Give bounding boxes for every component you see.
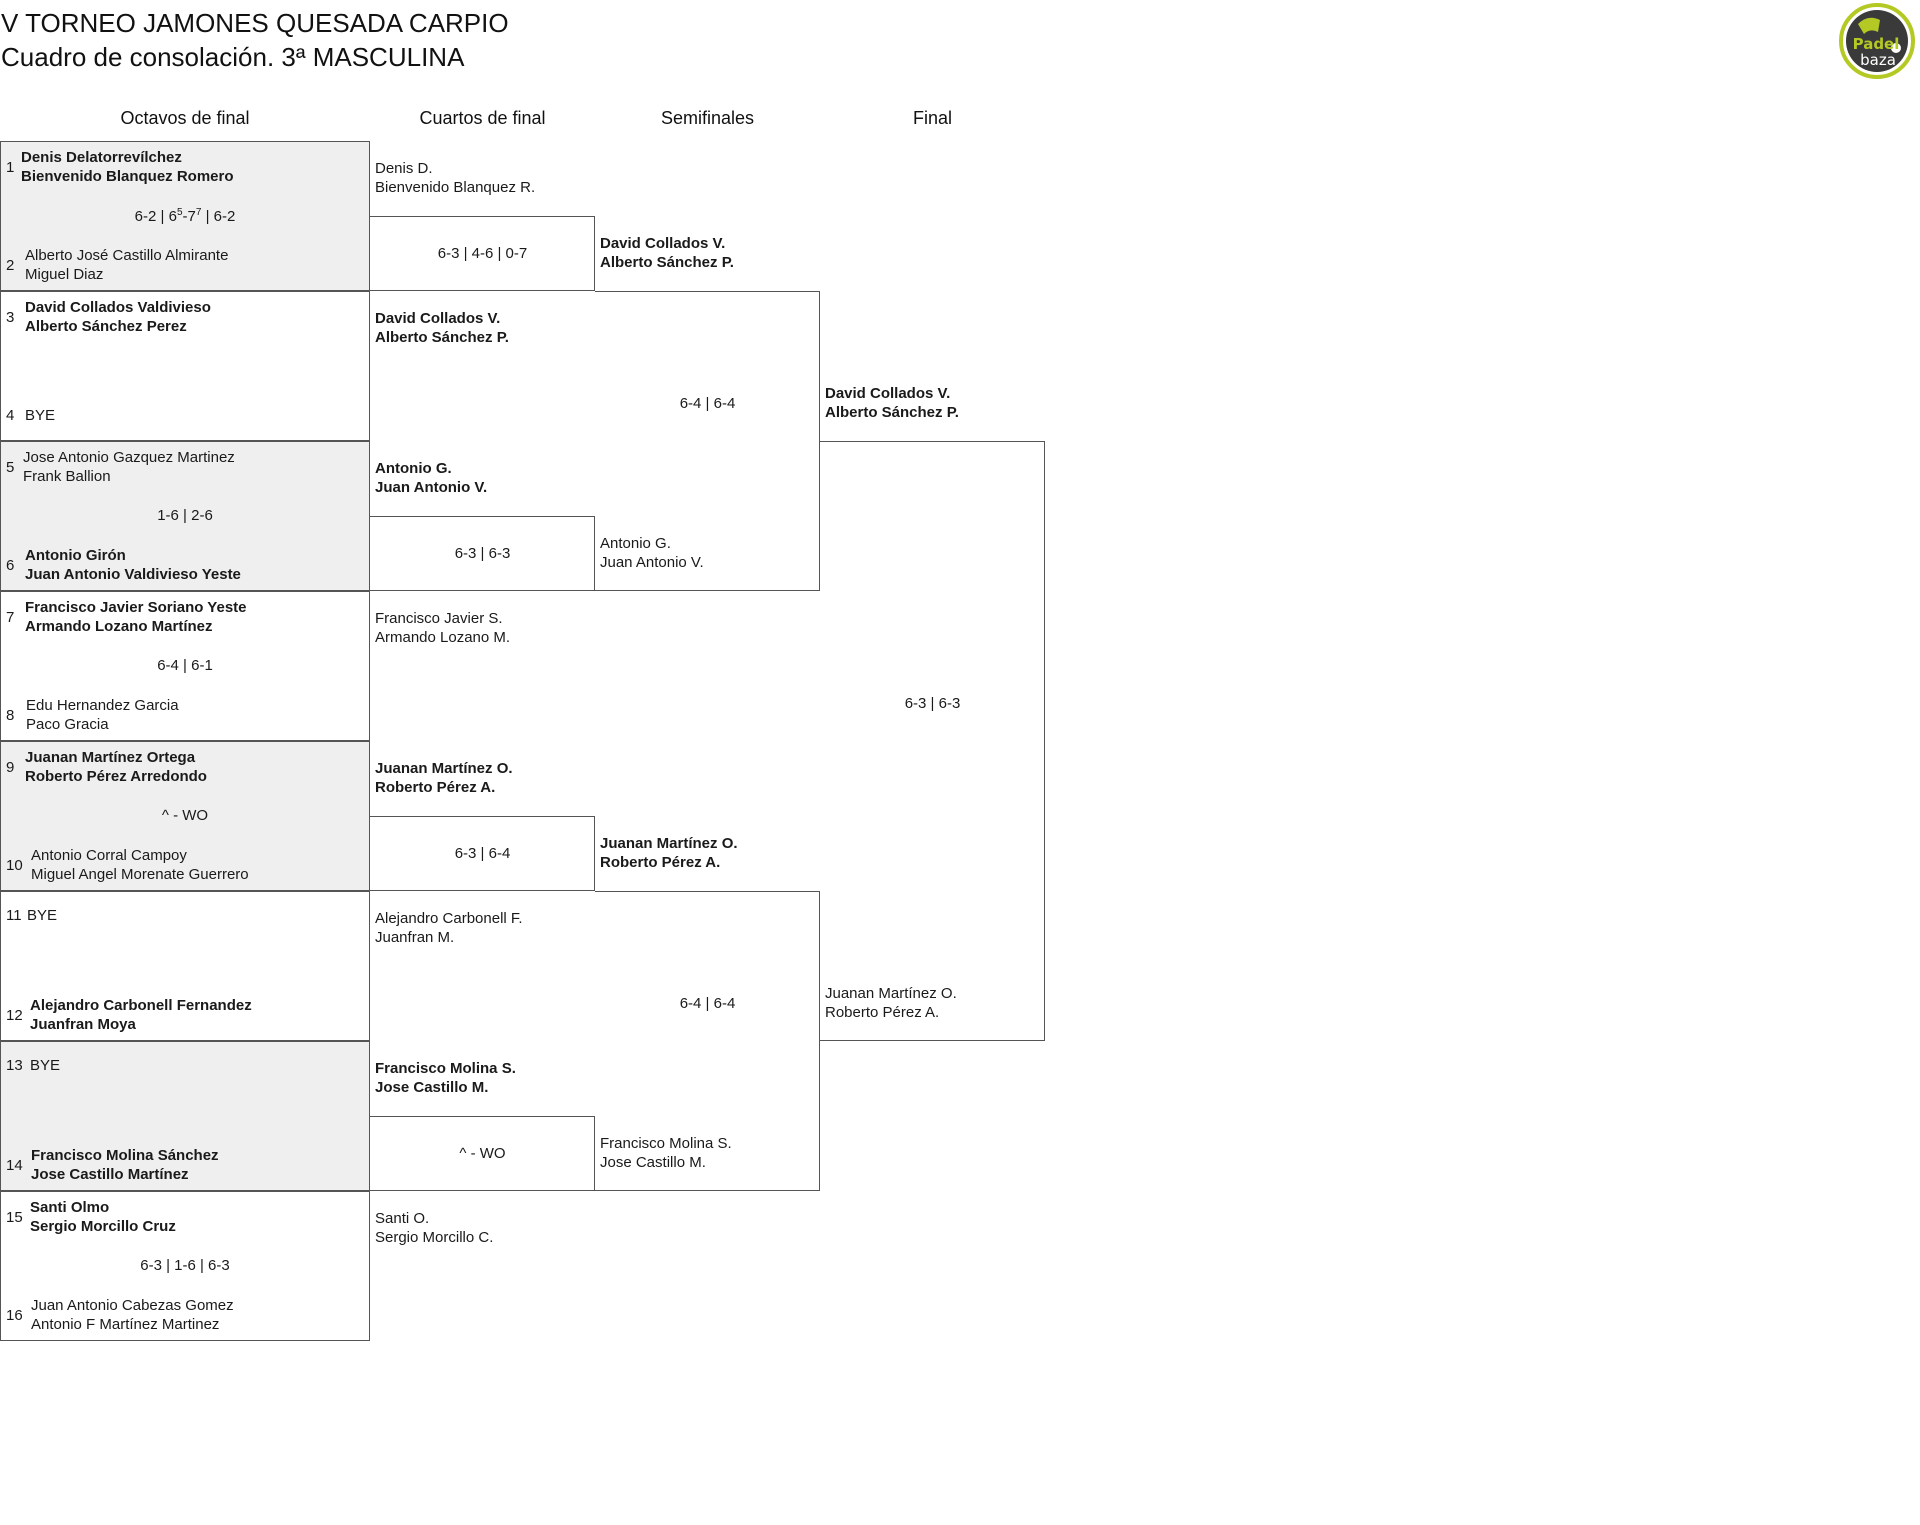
team-entry: David Collados V. Alberto Sánchez P. bbox=[600, 235, 734, 271]
seed-number: 15 bbox=[6, 1209, 23, 1226]
team-entry: Santi O. Sergio Morcillo C. bbox=[375, 1210, 494, 1246]
seed-number: 14 bbox=[6, 1157, 23, 1174]
team-entry: BYE bbox=[30, 1057, 61, 1074]
team-entry: BYE bbox=[27, 907, 58, 924]
team-entry: Juanan Martínez O. Roberto Pérez A. bbox=[825, 985, 957, 1021]
match-score: 6-4 | 6-4 bbox=[679, 995, 736, 1012]
team-entry: Francisco Molina Sánchez Jose Castillo Martínez bbox=[31, 1147, 219, 1183]
team-entry: Francisco Javier S. Armando Lozano M. bbox=[375, 610, 511, 646]
padel-baza-logo bbox=[1838, 2, 1916, 80]
draw-subtitle: Cuadro de consolación. 3ª MASCULINA bbox=[1, 42, 465, 72]
tournament-title: V TORNEO JAMONES QUESADA CARPIO bbox=[1, 8, 509, 38]
team-entry: Santi Olmo Sergio Morcillo Cruz bbox=[30, 1199, 176, 1235]
seed-number: 8 bbox=[6, 707, 15, 724]
title-block bbox=[1, 6, 509, 74]
team-entry: Antonio Girón Juan Antonio Valdivieso Yeste bbox=[25, 547, 241, 583]
team-entry: Jose Antonio Gazquez Martinez Frank Ballion bbox=[23, 449, 235, 485]
match-score: 6-3 | 6-4 bbox=[454, 845, 511, 862]
team-entry: David Collados V. Alberto Sánchez P. bbox=[375, 310, 509, 346]
seed-number: 16 bbox=[6, 1307, 23, 1324]
seed-number: 4 bbox=[6, 407, 15, 424]
seed-number: 2 bbox=[6, 257, 15, 274]
team-entry: Antonio Corral Campoy Miguel Angel Morenate Guerrero bbox=[31, 847, 249, 883]
match-score: 6-3 | 1-6 | 6-3 bbox=[140, 1257, 230, 1274]
seed-number: 6 bbox=[6, 557, 15, 574]
team-entry: Alberto José Castillo Almirante Miguel Diaz bbox=[25, 247, 229, 283]
round-heading-qf: Cuartos de final bbox=[419, 108, 546, 128]
team-entry: Juanan Martínez O. Roberto Pérez A. bbox=[600, 835, 738, 871]
match-score: 6-2 | $6^5-7^7$ | 6-2 bbox=[134, 207, 236, 225]
match-score: 6-3 | 4-6 | 0-7 bbox=[437, 245, 528, 262]
team-entry: Juanan Martínez O. Roberto Pérez A. bbox=[375, 760, 513, 796]
final-score: 6-3 | 6-3 bbox=[904, 695, 961, 712]
final-match bbox=[820, 441, 1045, 1041]
seed-number: 1 bbox=[6, 159, 15, 176]
logo-text-bottom: baza bbox=[1860, 51, 1896, 69]
team-entry: Alejandro Carbonell Fernandez Juanfran Moya bbox=[30, 997, 252, 1033]
seed-number: 12 bbox=[6, 1007, 23, 1024]
match-score: 6-4 | 6-1 bbox=[157, 657, 213, 674]
seed-number: 11 bbox=[6, 907, 22, 924]
match-score: ^ - WO bbox=[459, 1145, 506, 1162]
round-heading-r16: Octavos de final bbox=[120, 108, 250, 128]
seed-number: 10 bbox=[6, 857, 23, 874]
match-score: 1-6 | 2-6 bbox=[157, 507, 213, 524]
team-entry: Antonio G. Juan Antonio V. bbox=[600, 535, 704, 571]
seed-number: 13 bbox=[6, 1057, 23, 1074]
round-heading-sf: Semifinales bbox=[660, 108, 755, 128]
match-score: ^ - WO bbox=[161, 807, 209, 824]
round-heading-final: Final bbox=[912, 108, 952, 128]
seed-number: 7 bbox=[6, 609, 15, 626]
team-entry: Francisco Molina S. Jose Castillo M. bbox=[375, 1060, 516, 1096]
team-entry: Francisco Javier Soriano Yeste Armando Lozano Martínez bbox=[25, 599, 247, 635]
match-score: 6-4 | 6-4 bbox=[679, 395, 736, 412]
seed-number: 3 bbox=[6, 309, 15, 326]
team-entry: Juanan Martínez Ortega Roberto Pérez Arredondo bbox=[25, 749, 207, 785]
team-entry: Denis D. Bienvenido Blanquez R. bbox=[375, 160, 536, 196]
team-entry: Francisco Molina S. Jose Castillo M. bbox=[600, 1135, 732, 1171]
team-entry: Alejandro Carbonell F. Juanfran M. bbox=[375, 910, 523, 946]
team-entry: BYE bbox=[25, 407, 56, 424]
logo-text-top: Padel bbox=[1852, 35, 1900, 53]
seed-number: 5 bbox=[6, 459, 15, 476]
team-entry: David Collados Valdivieso Alberto Sánchez Perez bbox=[25, 299, 211, 335]
match-score: 6-3 | 6-3 bbox=[454, 545, 511, 562]
team-entry: Denis Delatorrevílchez Bienvenido Blanquez Romero bbox=[21, 149, 234, 185]
team-entry: Antonio G. Juan Antonio V. bbox=[375, 460, 488, 496]
team-entry: Juan Antonio Cabezas Gomez Antonio F Martínez Martinez bbox=[31, 1297, 234, 1333]
seed-number: 9 bbox=[6, 759, 15, 776]
team-entry: David Collados V. Alberto Sánchez P. bbox=[825, 385, 959, 421]
team-entry: Edu Hernandez Garcia Paco Gracia bbox=[26, 697, 179, 733]
